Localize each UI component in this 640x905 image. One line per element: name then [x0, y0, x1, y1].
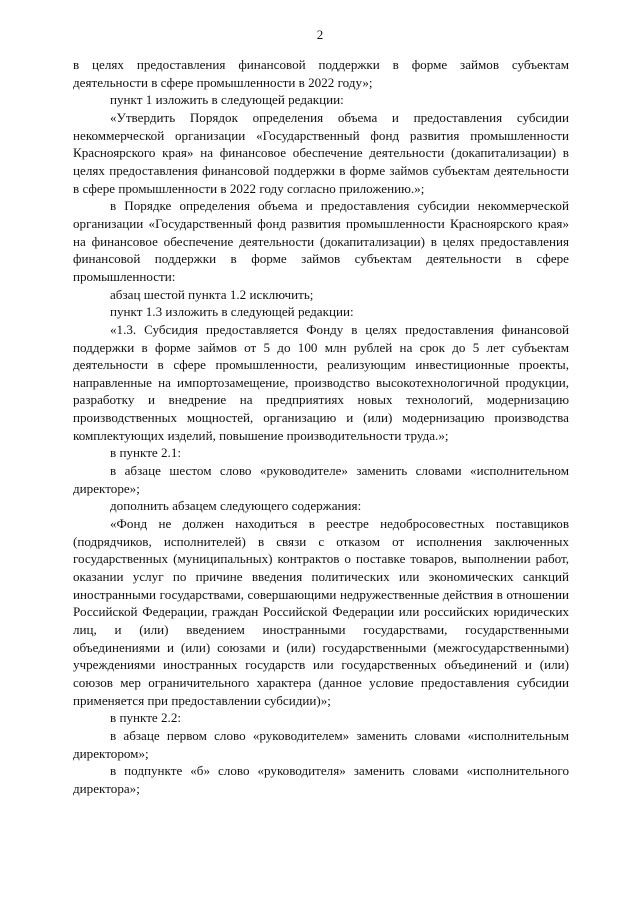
paragraph-9: в абзаце шестом слово «руководителе» заменить словами «исполнительном директоре»; [73, 463, 569, 496]
paragraph-13: в абзаце первом слово «руководителем» заменить словами «исполнительным директором»; [73, 727, 569, 761]
paragraph-3: «Утвердить Порядок определения объема и предоставления субсидии некоммерческой организации «Государственный фонд развития промышленности Красноярского края» на финансовое обеспечение деятельности (докапитализации) в целях предоставления финансовой поддержки в форме займов субъектам деятельности в сфере промышленности в 2022 году согласно приложению.»; [73, 109, 569, 196]
paragraph-14: в подпункте «б» слово «руководителя» заменить словами «исполнительного директора»; [73, 763, 569, 796]
paragraph-10: дополнить абзацем следующего содержания: [110, 498, 362, 514]
paragraph-6: пункт 1.3 изложить в следующей редакции: [110, 304, 354, 320]
paragraph-4: в Порядке определения объема и предоставления субсидии некоммерческой организации «Государственный фонд развития промышленности Красноярского края» на финансовое обеспечение деятельности (докапитализации) в целях предоставления финансовой поддержки в форме займов субъектам деятельности в сфере промышленности: [73, 198, 569, 284]
document-body [73, 56, 569, 798]
paragraph-12: в пункте 2.2: [110, 710, 182, 726]
paragraph-11: «Фонд не должен находиться в реестре недобросовестных поставщиков (подрядчиков, исполнителей) в связи с отказом от исполнения заключенных государственных (муниципальных) контрактов о поставке товаров, выполнении работ, оказании услуг по причине введения политических или экономических санкций иностранными государствами, совершающими недружественные действия в отношении Российской Федерации, граждан Российской Федерации или российских юридических лиц, и (или) введением иностранными государствами, государственными объединениями и (или) союзами и (или) государственными (межгосударственными) учреждениями иностранных государств или государственных объединений и (или) союзов мер ограничительного характера (данное условие предоставления субсидии применяется при предоставлении субсидии)»; [73, 516, 569, 708]
paragraph-7: «1.3. Субсидия предоставляется Фонду в целях предоставления финансовой поддержки в форме займов от 5 до 100 млн рублей на срок до 5 лет субъектам деятельности в сфере промышленности, реализующим инвестиционные проекты, направленные на импортозамещение, производство высокотехнологичной продукции, разработку и внедрение на предприятиях новых технологий, модернизацию производственных мощностей, организацию и (или) модернизацию производства комплектующих изделий, повышение производительности труда.»; [73, 321, 569, 443]
paragraph-5: абзац шестой пункта 1.2 исключить; [110, 286, 314, 302]
page-number: 2 [316, 27, 324, 42]
paragraph-2: пункт 1 изложить в следующей редакции: [110, 92, 344, 108]
paragraph-8: в пункте 2.1: [110, 445, 182, 461]
paragraph-1: в целях предоставления финансовой поддержки в форме займов субъектам деятельности в сфере промышленности в 2022 году»; [73, 57, 569, 90]
